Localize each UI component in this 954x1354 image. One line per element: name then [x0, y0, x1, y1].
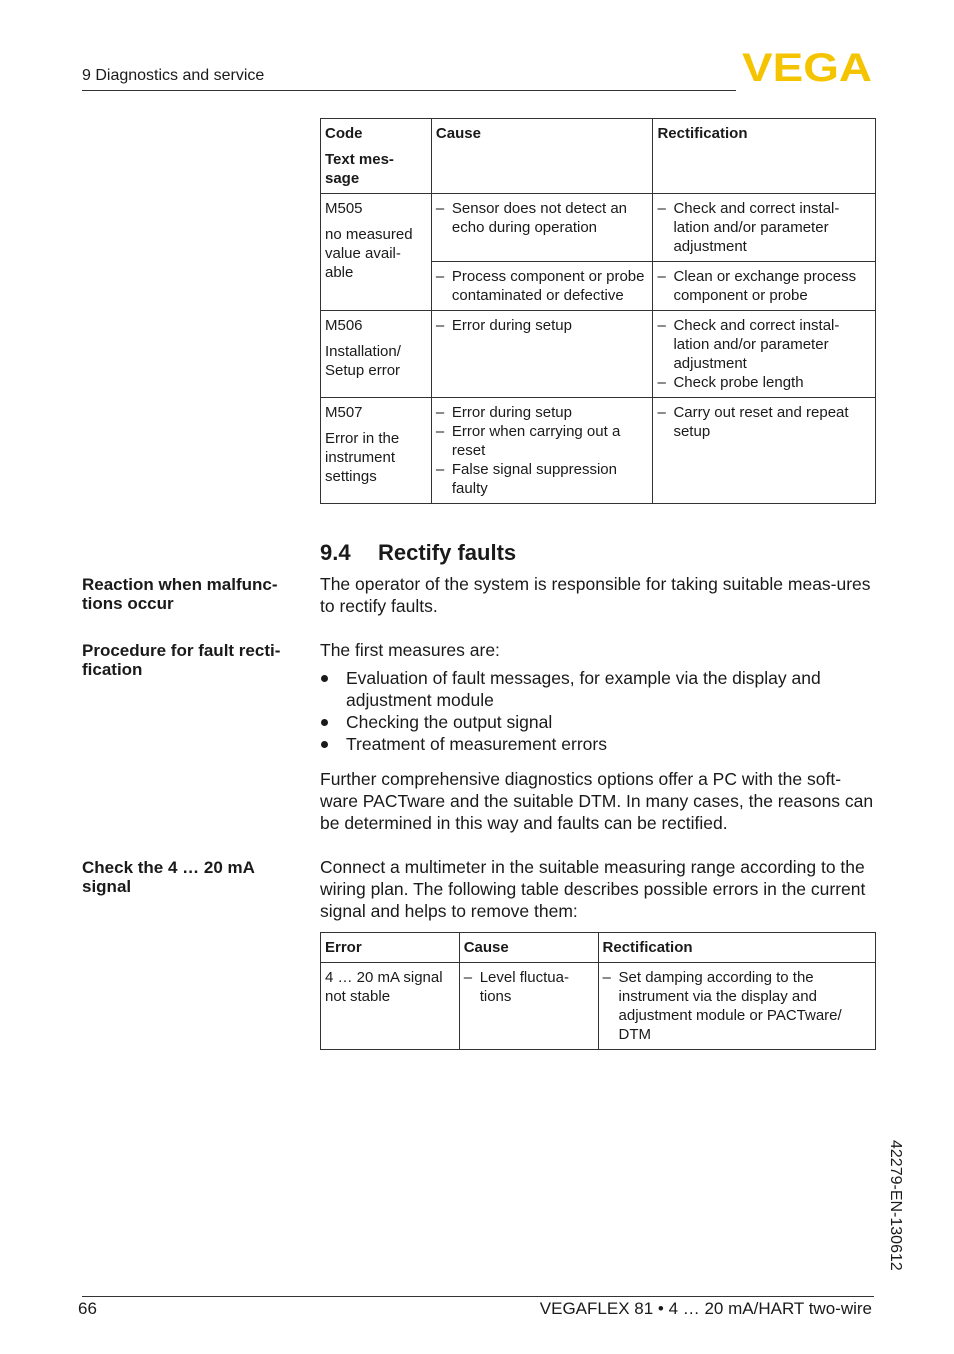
diagnostics-paragraph: Further comprehensive diagnostics options offer a PC with the soft-ware PACTware and the suitable DTM. In many cases, the reasons can be determined in this way and faults can be rectified.	[320, 769, 874, 833]
rectification-cell	[598, 963, 875, 1050]
header-rule	[82, 90, 736, 91]
header-cause: Cause	[431, 119, 653, 194]
footer-title: VEGAFLEX 81 • 4 … 20 mA/HART two-wire	[539, 1299, 872, 1318]
table-row	[321, 963, 876, 1050]
measures-list	[320, 667, 876, 755]
header-text-message: Text mes-sage	[325, 151, 394, 187]
cause-cell	[431, 262, 653, 311]
cause-item: – Level fluctua-tions	[464, 968, 594, 1006]
header-rectification: Rectification	[598, 933, 875, 963]
cause-item: – Error when carrying out a reset	[436, 422, 649, 460]
vega-logo	[741, 50, 873, 84]
rectification-item: – Check and correct instal-lation and/or parameter adjustment	[657, 199, 871, 256]
code-cell	[321, 194, 432, 311]
signal-error-table	[320, 932, 876, 1050]
rectification-item: – Check and correct instal-lation and/or parameter adjustment	[657, 316, 871, 373]
error-message: Error in the instrument settings	[325, 430, 400, 485]
cause-item: – False signal suppression faulty	[436, 460, 649, 498]
rectification-item: – Carry out reset and repeat setup	[657, 403, 871, 441]
error-cell: 4 … 20 mA signal not stable	[321, 963, 460, 1050]
rectification-item: – Set damping according to the instrument via the display and adjustment module or PACTware/ DTM	[603, 968, 871, 1044]
header-error: Error	[321, 933, 460, 963]
table-header-row	[321, 933, 876, 963]
rectification-cell	[653, 194, 876, 262]
cause-cell	[459, 963, 598, 1050]
document-id: 42279-EN-130612	[887, 1140, 904, 1271]
table-row	[321, 194, 876, 262]
rectification-cell	[653, 262, 876, 311]
section-heading	[320, 540, 516, 566]
cause-item: – Error during setup	[436, 403, 649, 422]
table-row	[321, 398, 876, 504]
code-cell	[321, 398, 432, 504]
table-row	[321, 311, 876, 398]
cause-item: – Sensor does not detect an echo during operation	[436, 199, 649, 237]
error-code: M507	[325, 404, 363, 421]
footer-rule	[82, 1296, 874, 1297]
cause-item: – Process component or probe contaminated or defective	[436, 267, 649, 305]
rectification-item: – Check probe length	[657, 373, 871, 392]
cause-cell	[431, 311, 653, 398]
fault-message-table	[320, 118, 876, 504]
cause-cell	[431, 398, 653, 504]
error-code: M505	[325, 200, 363, 217]
header-rectification: Rectification	[653, 119, 876, 194]
rectification-cell	[653, 398, 876, 504]
header-cause: Cause	[459, 933, 598, 963]
header-code: Code	[325, 125, 363, 142]
side-label-procedure: Procedure for fault recti-fication	[82, 641, 281, 679]
code-cell	[321, 311, 432, 398]
table-header-row	[321, 119, 876, 194]
first-measures-paragraph: The first measures are:	[320, 640, 500, 660]
document-id-container	[880, 1140, 910, 1290]
side-label-check-signal: Check the 4 … 20 mA signal	[82, 858, 255, 896]
list-item: Treatment of measurement errors	[320, 733, 876, 755]
section-title: Rectify faults	[378, 540, 517, 565]
rectification-cell	[653, 311, 876, 398]
logo-wordmark: VEGA	[742, 50, 872, 84]
error-message: Installation/ Setup error	[325, 343, 401, 379]
error-code: M506	[325, 317, 363, 334]
page-number: 66	[78, 1299, 97, 1318]
cause-cell	[431, 194, 653, 262]
header-code-cell	[321, 119, 432, 194]
error-message: no measured value avail-able	[325, 226, 413, 281]
cause-item: – Error during setup	[436, 316, 649, 335]
reaction-paragraph: The operator of the system is responsible for taking suitable meas-ures to rectify faults.	[320, 574, 871, 616]
side-label-reaction: Reaction when malfunc-tions occur	[82, 575, 278, 613]
running-header: 9 Diagnostics and service	[82, 67, 265, 84]
section-number: 9.4	[320, 540, 351, 565]
list-item: Evaluation of fault messages, for example via the display and adjustment module	[320, 667, 876, 711]
check-signal-paragraph: Connect a multimeter in the suitable measuring range according to the wiring plan. The following table describes possible errors in the current signal and helps to remove them:	[320, 857, 866, 921]
list-item: Checking the output signal	[320, 711, 876, 733]
rectification-item: – Clean or exchange process component or probe	[657, 267, 871, 305]
